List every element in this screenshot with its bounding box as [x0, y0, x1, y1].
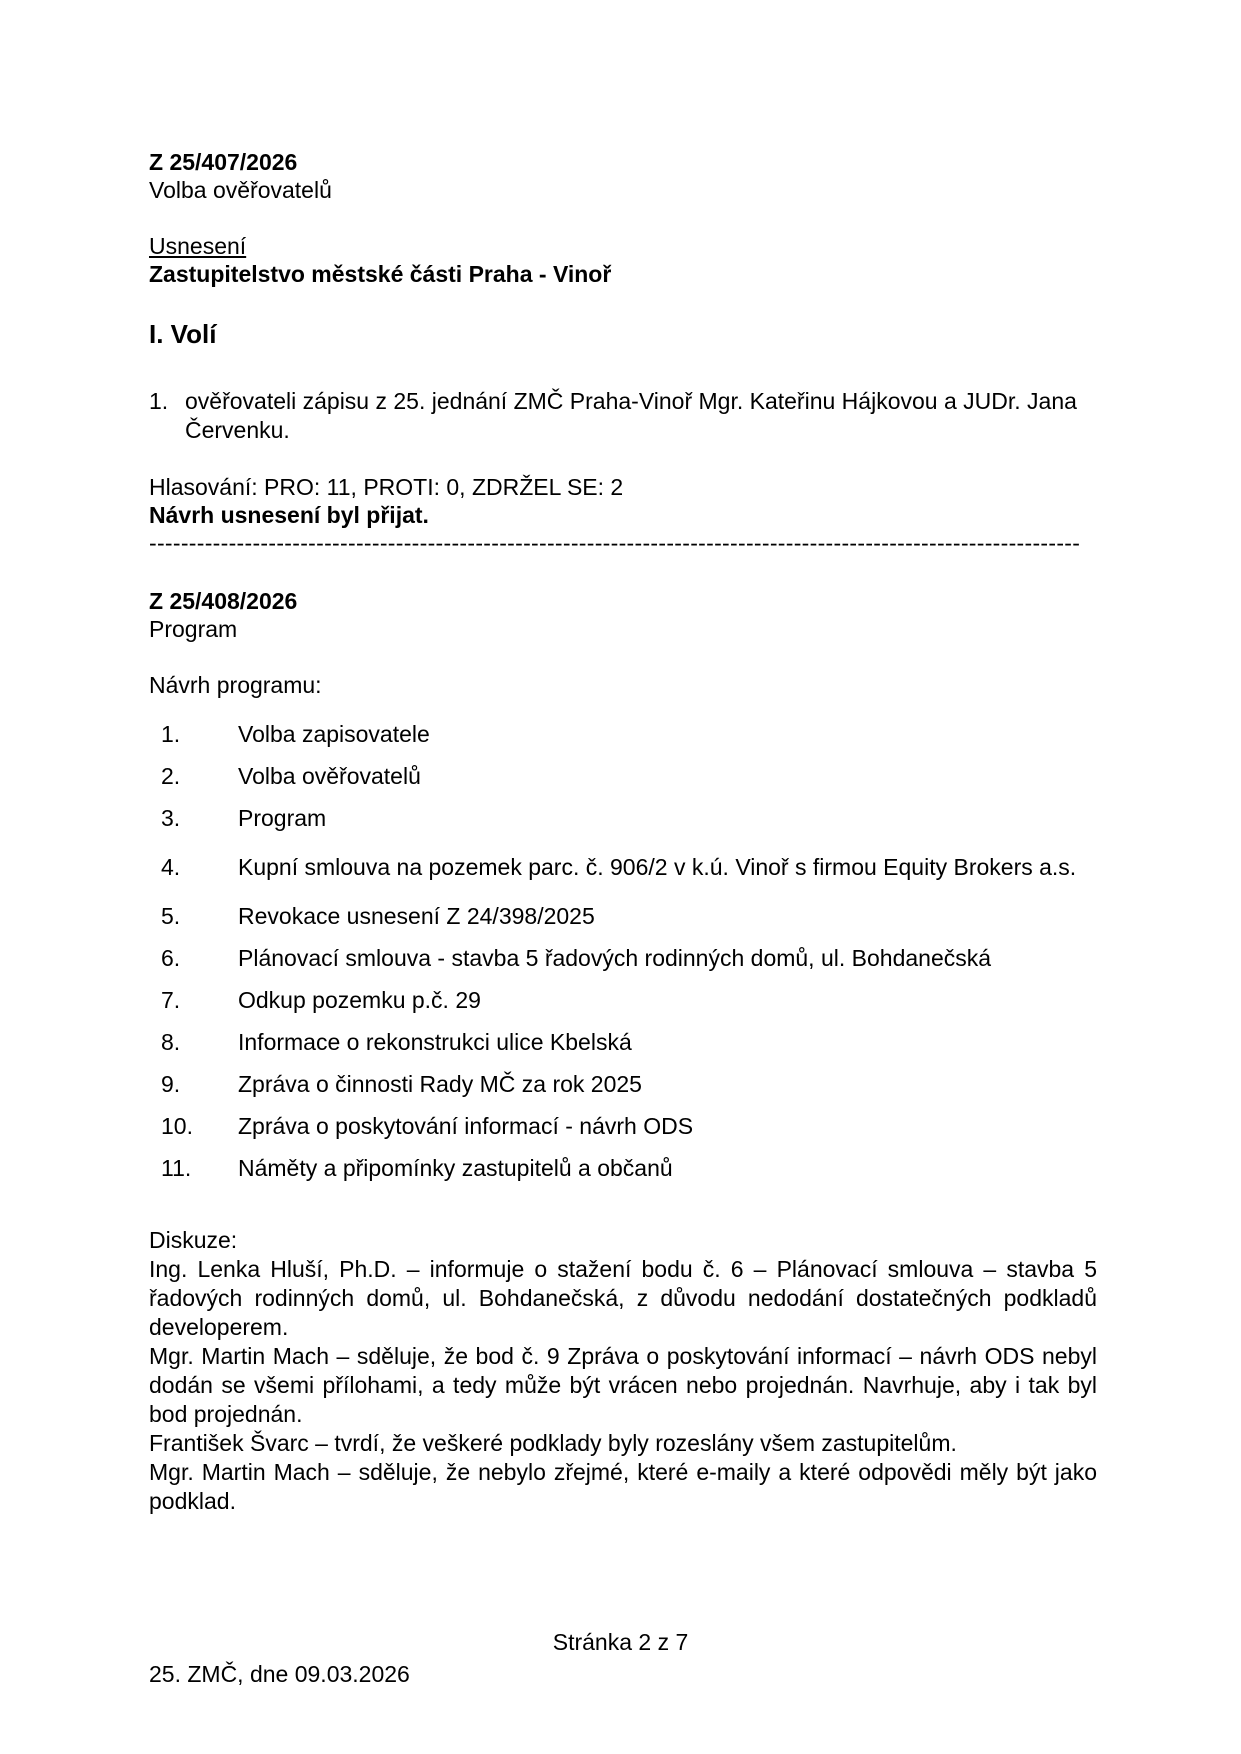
agenda-number: 8. [161, 1028, 181, 1055]
agenda-item [149, 1063, 1097, 1105]
separator-line: --------------------------------------------------------------------------------------------------------------------- [149, 530, 1081, 556]
agenda-number: 4. [161, 853, 181, 880]
agenda-item [149, 1021, 1097, 1063]
agenda-item [149, 895, 1097, 937]
resolution-title-2: Program [149, 616, 238, 642]
agenda-item [149, 1105, 1097, 1147]
resolution-title: Volba ověřovatelů [149, 177, 332, 203]
agenda-text: Kupní smlouva na pozemek parc. č. 906/2 v k.ú. Vinoř s firmou Equity Brokers a.s. [238, 853, 1077, 880]
agenda-number: 10. [161, 1112, 193, 1139]
resolution-outcome: Návrh usnesení byl přijat. [149, 502, 429, 528]
agenda-text: Zpráva o činnosti Rady MČ za rok 2025 [238, 1070, 642, 1097]
agenda-item [149, 979, 1097, 1021]
discussion-entry: František Švarc – tvrdí, že veškeré podklady byly rozeslány všem zastupitelům. [149, 1430, 957, 1456]
discussion-label: Diskuze: [149, 1227, 238, 1253]
usneseni-label: Usnesení [149, 233, 247, 259]
agenda-number: 5. [161, 902, 181, 929]
page-number: Stránka 2 z 7 [552, 1629, 689, 1655]
discussion-entry: Mgr. Martin Mach – sděluje, že bod č. 9 Zpráva o poskytování informací – návrh ODS nebyl dodán se všemi přílohami, a tedy může být vrácen nebo projednán. Navrhuje, aby i tak byl bod projednán. [149, 1343, 1097, 1427]
agenda-text: Volba zapisovatele [238, 720, 430, 747]
discussion-entry: Mgr. Martin Mach – sděluje, že nebylo zřejmé, které e-maily a které odpovědi měly být jako podklad. [149, 1459, 1097, 1514]
agenda-item [149, 797, 1097, 839]
agenda-number: 1. [161, 720, 181, 747]
agenda-item [149, 937, 1097, 979]
agenda-item [149, 839, 1097, 895]
agenda-text: Revokace usnesení Z 24/398/2025 [238, 902, 595, 929]
item-text: ověřovateli zápisu z 25. jednání ZMČ Praha-Vinoř Mgr. Kateřinu Hájkovou a JUDr. Jana Červenku. [185, 388, 1077, 443]
agenda-list [149, 713, 1097, 1189]
agenda-number: 3. [161, 804, 181, 831]
meeting-date: 25. ZMČ, dne 09.03.2026 [149, 1661, 410, 1687]
agenda-item [149, 713, 1097, 755]
vote-result: Hlasování: PRO: 11, PROTI: 0, ZDRŽEL SE: 2 [149, 474, 624, 500]
discussion-entry: Ing. Lenka Hluší, Ph.D. – informuje o stažení bodu č. 6 – Plánovací smlouva – stavba 5 řadových rodinných domů, ul. Bohdanečská, z důvodu nedodání dostatečných podkladů developerem. [149, 1256, 1097, 1340]
agenda-label: Návrh programu: [149, 672, 322, 698]
discussion-section [149, 1226, 1097, 1516]
agenda-item [149, 1147, 1097, 1189]
agenda-text: Program [238, 804, 327, 831]
agenda-text: Plánovací smlouva - stavba 5 řadových rodinných domů, ul. Bohdanečská [238, 944, 992, 971]
agenda-text: Informace o rekonstrukci ulice Kbelská [238, 1028, 632, 1055]
council-body: Zastupitelstvo městské části Praha - Vinoř [149, 261, 612, 287]
agenda-number: 11. [161, 1154, 192, 1181]
agenda-text: Volba ověřovatelů [238, 762, 421, 789]
resolution-number-2: Z 25/408/2026 [149, 588, 298, 614]
agenda-text: Odkup pozemku p.č. 29 [238, 986, 481, 1013]
agenda-number: 6. [161, 944, 181, 971]
agenda-number: 7. [161, 986, 181, 1013]
resolution-number: Z 25/407/2026 [149, 149, 298, 175]
agenda-text: Zpráva o poskytování informací - návrh ODS [238, 1112, 694, 1139]
agenda-item [149, 755, 1097, 797]
item-number: 1. [149, 388, 169, 414]
section-heading: I. Volí [149, 319, 217, 349]
resolution-item [149, 387, 1097, 445]
agenda-text: Náměty a připomínky zastupitelů a občanů [238, 1154, 673, 1181]
agenda-number: 9. [161, 1070, 181, 1097]
agenda-number: 2. [161, 762, 181, 789]
